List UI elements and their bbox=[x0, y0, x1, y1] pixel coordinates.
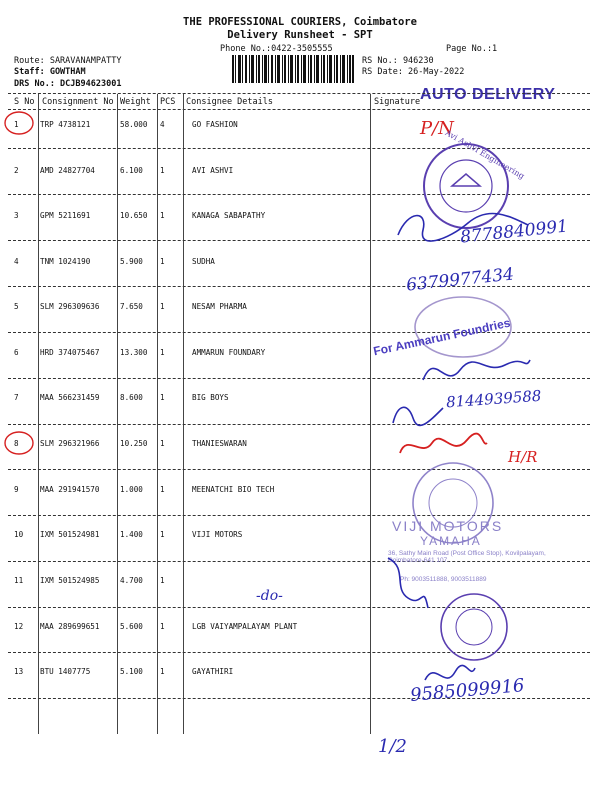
col-consignment: Consignment No bbox=[42, 97, 114, 107]
col-sno: S No bbox=[14, 97, 35, 107]
row-consignment: MAA 291941570 bbox=[40, 485, 100, 494]
row-weight: 1.400 bbox=[120, 530, 143, 539]
avi-ashvi-stamp-text: Avi Ashvi Engineering bbox=[443, 128, 526, 181]
row-consignment: TRP 4738121 bbox=[40, 120, 91, 129]
signature-scribble bbox=[378, 548, 438, 618]
row-pcs: 1 bbox=[160, 302, 165, 311]
phone-number: Phone No.:0422-3505555 bbox=[220, 44, 333, 54]
row-pcs: 1 bbox=[160, 485, 165, 494]
handwritten-page-mark: 1/2 bbox=[378, 736, 407, 757]
handwritten-hr: H/R bbox=[508, 448, 538, 466]
row-consignment: MAA 289699651 bbox=[40, 622, 100, 631]
viji-address-stamp: 36, Sathy Main Road (Post Office Stop), Kovilpalayam, Coimbatore-641 107. bbox=[388, 550, 546, 564]
row-pcs: 1 bbox=[160, 530, 165, 539]
row-sno: 7 bbox=[14, 393, 19, 402]
row-sno: 9 bbox=[14, 485, 19, 494]
barcode-icon bbox=[232, 55, 354, 83]
row-weight: 13.300 bbox=[120, 348, 148, 357]
row-sno: 4 bbox=[14, 257, 19, 266]
row-rule bbox=[8, 469, 590, 470]
row-pcs: 1 bbox=[160, 439, 165, 448]
rs-date: RS Date: 26-May-2022 bbox=[362, 67, 465, 77]
yamaha-stamp: YAMAHA bbox=[420, 534, 482, 548]
route-label: Route: SARAVANAMPATTY bbox=[14, 56, 122, 66]
col-divider bbox=[183, 94, 184, 734]
col-divider bbox=[38, 94, 39, 734]
row-consignment: IXM 501524985 bbox=[40, 576, 100, 585]
row-weight: 10.650 bbox=[120, 211, 148, 220]
handwritten-phone-1: 8778840991 bbox=[459, 216, 569, 248]
row-weight: 1.000 bbox=[120, 485, 143, 494]
row-weight: 5.600 bbox=[120, 622, 143, 631]
col-weight: Weight bbox=[120, 97, 151, 107]
row-weight: 4.700 bbox=[120, 576, 143, 585]
row-consignment: HRD 374075467 bbox=[40, 348, 100, 357]
row-consignee: KANAGA SABAPATHY bbox=[192, 211, 266, 220]
signature-scribble bbox=[415, 350, 535, 390]
col-signature: Signature bbox=[374, 97, 421, 107]
row-weight: 5.100 bbox=[120, 667, 143, 676]
row-weight: 7.650 bbox=[120, 302, 143, 311]
col-divider bbox=[157, 94, 158, 734]
signature-scribble bbox=[388, 398, 448, 428]
row-consignment: IXM 501524981 bbox=[40, 530, 100, 539]
row-pcs: 1 bbox=[160, 348, 165, 357]
company-name: THE PROFESSIONAL COURIERS, Coimbatore bbox=[183, 16, 417, 28]
row-consignment: TNM 1024190 bbox=[40, 257, 91, 266]
row-pcs: 1 bbox=[160, 622, 165, 631]
ammarun-foundries-stamp: For Ammarun Foundries bbox=[372, 315, 512, 359]
col-pcs: PCS bbox=[160, 97, 176, 107]
round-stamp-icon bbox=[434, 590, 514, 664]
drs-number: DRS No.: DCJB94623001 bbox=[14, 79, 122, 89]
row-weight: 8.600 bbox=[120, 393, 143, 402]
row-pcs: 1 bbox=[160, 257, 165, 266]
row-consignee: AVI ASHVI bbox=[192, 166, 234, 175]
auto-delivery-stamp: AUTO DELIVERY bbox=[420, 86, 556, 103]
row-consignee: BIG BOYS bbox=[192, 393, 229, 402]
row-sno: 13 bbox=[14, 667, 24, 676]
handwritten-ditto: -do- bbox=[256, 588, 283, 604]
row-consignee: LGB VAIYAMPALAYAM PLANT bbox=[192, 622, 298, 631]
row-pcs: 1 bbox=[160, 393, 165, 402]
circle-mark-icon bbox=[2, 428, 38, 458]
row-rule bbox=[8, 286, 590, 287]
row-sno: 1 bbox=[14, 120, 19, 129]
page-number: Page No.:1 bbox=[446, 44, 498, 54]
col-consignee: Consignee Details bbox=[186, 97, 273, 107]
row-pcs: 4 bbox=[160, 120, 165, 129]
rs-number: RS No.: 946230 bbox=[362, 56, 434, 66]
handwritten-phone-4: 9585099916 bbox=[409, 675, 526, 706]
row-consignee: AMMARUN FOUNDARY bbox=[192, 348, 266, 357]
viji-motors-stamp: VIJI MOTORS bbox=[392, 518, 504, 534]
handwritten-phone-2: 6379977434 bbox=[405, 264, 515, 296]
row-consignment: AMD 24827704 bbox=[40, 166, 95, 175]
row-weight: 58.000 bbox=[120, 120, 148, 129]
row-consignee: NESAM PHARMA bbox=[192, 302, 247, 311]
row-consignee: GO FASHION bbox=[192, 120, 238, 129]
row-consignment: BTU 1407775 bbox=[40, 667, 91, 676]
viji-phone-stamp: Ph: 9003511888, 9003511889 bbox=[400, 576, 487, 583]
row-sno: 10 bbox=[14, 530, 24, 539]
row-sno: 8 bbox=[14, 439, 19, 448]
row-rule bbox=[8, 515, 590, 516]
row-sno: 5 bbox=[14, 302, 19, 311]
row-sno: 12 bbox=[14, 622, 24, 631]
row-consignee: GAYATHIRI bbox=[192, 667, 234, 676]
handwritten-pn: P/N bbox=[420, 118, 454, 139]
row-consignee: SUDHA bbox=[192, 257, 215, 266]
row-pcs: 1 bbox=[160, 211, 165, 220]
row-consignment: GPM 5211691 bbox=[40, 211, 91, 220]
row-consignment: SLM 296321966 bbox=[40, 439, 100, 448]
row-pcs: 1 bbox=[160, 667, 165, 676]
row-rule bbox=[8, 424, 590, 425]
staff-label: Staff: GOWTHAM bbox=[14, 67, 86, 77]
row-consignee: VIJI MOTORS bbox=[192, 530, 243, 539]
row-weight: 6.100 bbox=[120, 166, 143, 175]
document-title: Delivery Runsheet - SPT bbox=[227, 29, 373, 41]
col-divider bbox=[117, 94, 118, 734]
row-consignment: MAA 566231459 bbox=[40, 393, 100, 402]
row-sno: 3 bbox=[14, 211, 19, 220]
row-consignee: MEENATCHI BIO TECH bbox=[192, 485, 275, 494]
row-pcs: 1 bbox=[160, 576, 165, 585]
row-sno: 11 bbox=[14, 576, 24, 585]
row-consignment: SLM 296309636 bbox=[40, 302, 100, 311]
row-weight: 10.250 bbox=[120, 439, 148, 448]
row-pcs: 1 bbox=[160, 166, 165, 175]
handwritten-phone-3: 8144939588 bbox=[445, 386, 542, 412]
table-header-rule bbox=[8, 109, 590, 110]
row-sno: 2 bbox=[14, 166, 19, 175]
col-divider bbox=[370, 94, 371, 734]
row-consignee: THANIESWARAN bbox=[192, 439, 247, 448]
row-weight: 5.900 bbox=[120, 257, 143, 266]
row-rule bbox=[8, 698, 590, 699]
circle-mark-icon bbox=[2, 108, 38, 138]
table-top-rule bbox=[8, 93, 590, 94]
row-sno: 6 bbox=[14, 348, 19, 357]
